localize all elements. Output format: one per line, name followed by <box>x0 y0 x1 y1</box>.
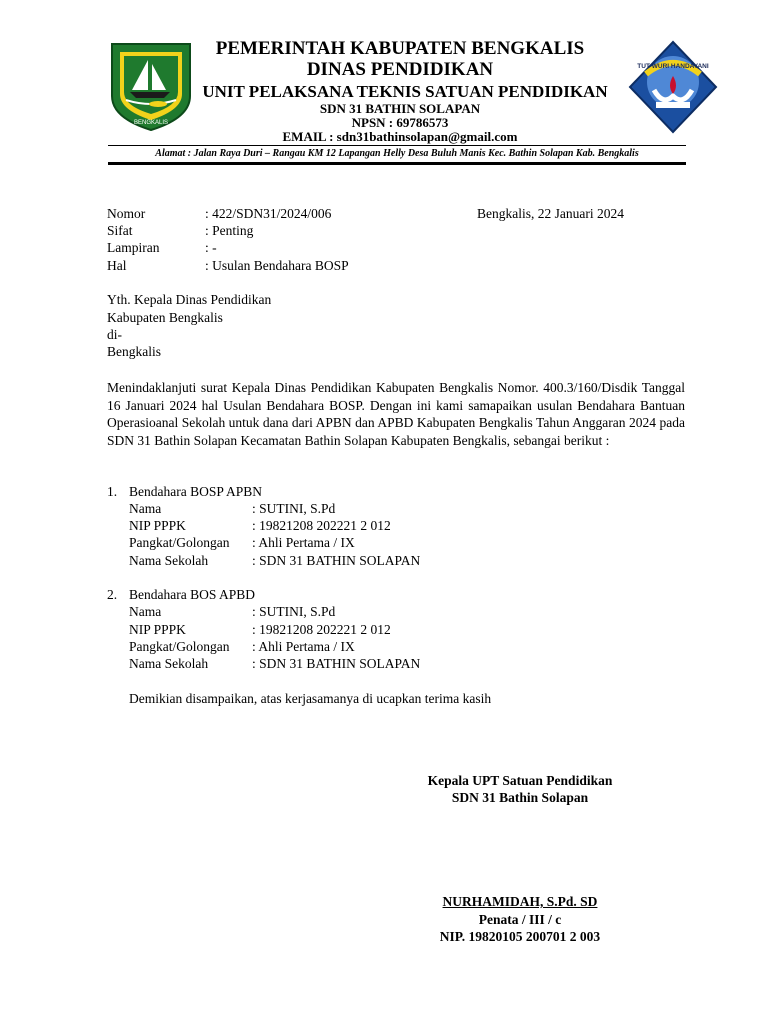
signatory-nip: NIP. 19820105 200701 2 003 <box>439 929 601 944</box>
hal-value: : Usulan Bendahara BOSP <box>205 258 349 273</box>
recipient-line-4: Bengkalis <box>107 344 161 359</box>
header-divider-top <box>108 145 686 146</box>
lampiran-label: Lampiran <box>107 240 160 255</box>
recipient-line-1: Yth. Kepala Dinas Pendidikan <box>107 292 272 307</box>
field-value: : SDN 31 BATHIN SOLAPAN <box>252 553 421 568</box>
signatory-name: NURHAMIDAH, S.Pd. SD <box>442 894 598 909</box>
item-title: Bendahara BOS APBD <box>129 587 255 602</box>
logo-motto: TUT WURI HANDAYANI <box>637 63 709 70</box>
field-label: Pangkat/Golongan <box>129 639 230 654</box>
signatory-title: Kepala UPT Satuan Pendidikan <box>427 773 613 788</box>
field-label: Nama Sekolah <box>129 656 209 671</box>
kop-npsn: NPSN : 69786573 <box>351 115 449 130</box>
field-value: : SUTINI, S.Pd <box>252 604 336 619</box>
place-date: Bengkalis, 22 Januari 2024 <box>477 206 624 221</box>
field-label: Nama Sekolah <box>129 553 209 568</box>
nomor-value: : 422/SDN31/2024/006 <box>205 206 332 221</box>
kop-email: EMAIL : sdn31bathinsolapan@gmail.com <box>282 129 518 144</box>
logo-label: BENGKALIS <box>133 120 169 126</box>
field-label: NIP PPPK <box>129 518 186 533</box>
field-value: : Ahli Pertama / IX <box>252 535 355 550</box>
item-number: 1. <box>107 484 118 499</box>
field-label: Nama <box>129 604 162 619</box>
kop-unit: UNIT PELAKSANA TEKNIS SATUAN PENDIDIKAN <box>202 82 608 101</box>
hal-label: Hal <box>107 258 127 273</box>
item-number: 2. <box>107 587 118 602</box>
field-value: : 19821208 202221 2 012 <box>252 622 391 637</box>
field-label: Nama <box>129 501 162 516</box>
recipient-line-3: di- <box>107 327 122 342</box>
field-label: NIP PPPK <box>129 622 186 637</box>
field-value: : 19821208 202221 2 012 <box>252 518 391 533</box>
signatory-school: SDN 31 Bathin Solapan <box>451 790 589 805</box>
kop-address: Alamat : Jalan Raya Duri – Rangau KM 12 Lapangan Helly Desa Buluh Manis Kec. Bathin Solapan Kab. Bengkalis <box>155 148 639 159</box>
kop-school: SDN 31 BATHIN SOLAPAN <box>319 101 481 116</box>
body-paragraph: Menindaklanjuti surat Kepala Dinas Pendidikan Kabupaten Bengkalis Nomor. 400.3/160/Disdik Tanggal 16 Januari 2024 hal Usulan Bendahara BOSP. Dengan ini kami samapaikan usulan Bendahara Bantuan Operasioanal Sekolah untuk dana dari APBN dan APBD Kabupaten Bengkalis Tahun Anggaran 2024 pada SDN 31 Bathin Solapan Kecamatan Bathin Solapan Kabupaten Bengkalis, sebangai berikut : <box>107 380 685 448</box>
sifat-label: Sifat <box>107 223 133 238</box>
lampiran-value: : - <box>205 240 217 255</box>
nomor-label: Nomor <box>107 206 146 221</box>
header-divider-bottom <box>108 162 686 165</box>
sifat-value: : Penting <box>205 223 254 238</box>
field-label: Pangkat/Golongan <box>129 535 230 550</box>
signatory-rank: Penata / III / c <box>478 912 562 927</box>
item-title: Bendahara BOSP APBN <box>129 484 263 499</box>
kop-dinas: DINAS PENDIDIKAN <box>306 59 494 80</box>
field-value: : SUTINI, S.Pd <box>252 501 336 516</box>
recipient-line-2: Kabupaten Bengkalis <box>107 310 223 325</box>
closing-text: Demikian disampaikan, atas kerjasamanya di ucapkan terima kasih <box>129 691 492 706</box>
field-value: : SDN 31 BATHIN SOLAPAN <box>252 656 421 671</box>
field-value: : Ahli Pertama / IX <box>252 639 355 654</box>
kop-pemerintah: PEMERINTAH KABUPATEN BENGKALIS <box>215 38 585 59</box>
